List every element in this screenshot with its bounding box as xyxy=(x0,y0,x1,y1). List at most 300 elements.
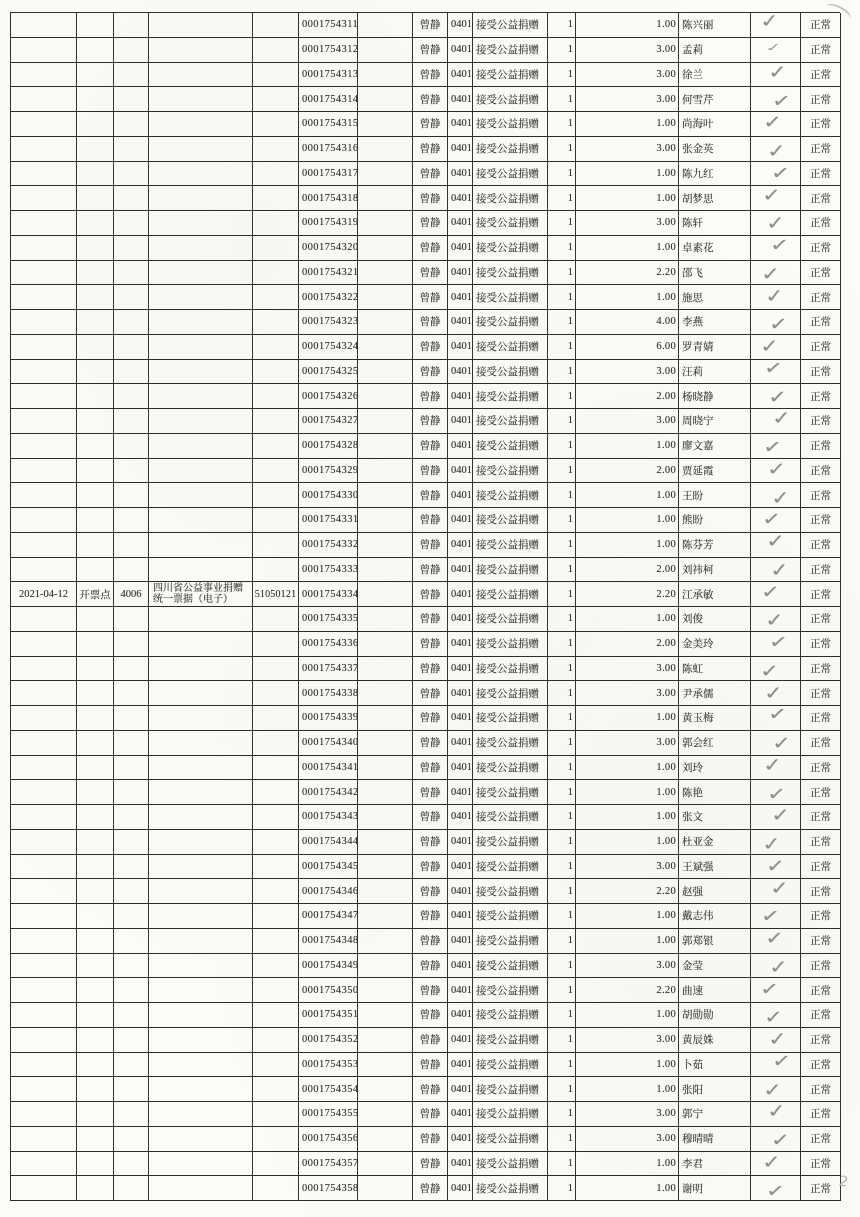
item-name-cell: 接受公益捐赠 xyxy=(473,360,548,385)
check-icon: ✓ xyxy=(769,234,790,257)
blank-cell xyxy=(358,978,413,1003)
check-icon: ✓ xyxy=(769,877,790,899)
date-cell xyxy=(11,879,77,904)
status-cell: 正常 xyxy=(801,384,841,409)
date-cell xyxy=(11,211,77,236)
item-name-cell: 接受公益捐赠 xyxy=(473,211,548,236)
issue-point-cell xyxy=(77,607,114,632)
amount-cell: 3.00 xyxy=(576,63,679,88)
serial-number-cell: 0001754338 xyxy=(299,681,358,706)
batch-code-cell xyxy=(253,1053,299,1078)
point-code-cell xyxy=(114,805,149,830)
payer-name-cell: 黄辰姝 xyxy=(679,1028,751,1053)
status-cell: 正常 xyxy=(801,632,841,657)
date-cell xyxy=(11,335,77,360)
item-code-cell: 0401 xyxy=(448,285,473,310)
item-name-cell: 接受公益捐赠 xyxy=(473,38,548,63)
item-name-cell: 接受公益捐赠 xyxy=(473,805,548,830)
checkmark-cell xyxy=(751,137,801,162)
amount-cell: 1.00 xyxy=(576,830,679,855)
operator-cell: 曾静 xyxy=(413,1152,448,1177)
point-code-cell xyxy=(114,706,149,731)
serial-number-cell: 0001754333 xyxy=(299,558,358,583)
amount-cell: 1.00 xyxy=(576,1077,679,1102)
ticket-name-cell xyxy=(149,508,253,533)
status-cell: 正常 xyxy=(801,830,841,855)
date-cell xyxy=(11,632,77,657)
issue-point-cell xyxy=(77,384,114,409)
blank-cell xyxy=(358,483,413,508)
amount-cell: 2.20 xyxy=(576,879,679,904)
item-code-cell: 0401 xyxy=(448,756,473,781)
payer-name-cell: 卜茹 xyxy=(679,1053,751,1078)
batch-code-cell xyxy=(253,63,299,88)
batch-code-cell xyxy=(253,632,299,657)
batch-code-cell xyxy=(253,335,299,360)
amount-cell: 3.00 xyxy=(576,731,679,756)
ticket-name-cell xyxy=(149,360,253,385)
date-cell xyxy=(11,112,77,137)
quantity-cell: 1 xyxy=(548,483,576,508)
point-code-cell xyxy=(114,632,149,657)
issue-point-cell xyxy=(77,1127,114,1152)
issue-point-cell xyxy=(77,954,114,979)
item-code-cell: 0401 xyxy=(448,657,473,682)
issue-point-cell xyxy=(77,1152,114,1177)
status-cell: 正常 xyxy=(801,335,841,360)
quantity-cell: 1 xyxy=(548,434,576,459)
check-icon: ✓ xyxy=(770,805,791,827)
item-name-cell: 接受公益捐赠 xyxy=(473,632,548,657)
issue-point-cell xyxy=(77,533,114,558)
amount-cell: 6.00 xyxy=(576,335,679,360)
date-cell xyxy=(11,706,77,731)
quantity-cell: 1 xyxy=(548,335,576,360)
amount-cell: 1.00 xyxy=(576,186,679,211)
issue-point-cell xyxy=(77,508,114,533)
serial-number-cell: 0001754325 xyxy=(299,360,358,385)
date-cell xyxy=(11,434,77,459)
issue-point-cell xyxy=(77,137,114,162)
amount-cell: 1.00 xyxy=(576,780,679,805)
date-cell xyxy=(11,558,77,583)
serial-number-cell: 0001754328 xyxy=(299,434,358,459)
ticket-name-cell xyxy=(149,1127,253,1152)
payer-name-cell: 邵飞 xyxy=(679,261,751,286)
point-code-cell xyxy=(114,681,149,706)
item-code-cell: 0401 xyxy=(448,978,473,1003)
ticket-name-cell xyxy=(149,1176,253,1201)
checkmark-cell xyxy=(751,805,801,830)
operator-cell: 曾静 xyxy=(413,508,448,533)
date-cell xyxy=(11,137,77,162)
batch-code-cell xyxy=(253,310,299,335)
check-icon: ✓ xyxy=(766,783,787,806)
item-code-cell: 0401 xyxy=(448,13,473,38)
item-code-cell: 0401 xyxy=(448,1176,473,1201)
batch-code-cell xyxy=(253,805,299,830)
payer-name-cell: 汪莉 xyxy=(679,360,751,385)
status-cell: 正常 xyxy=(801,1102,841,1127)
operator-cell: 曾静 xyxy=(413,533,448,558)
point-code-cell xyxy=(114,13,149,38)
operator-cell: 曾静 xyxy=(413,805,448,830)
point-code-cell xyxy=(114,1102,149,1127)
serial-number-cell: 0001754344 xyxy=(299,830,358,855)
date-cell xyxy=(11,409,77,434)
payer-name-cell: 周晓宁 xyxy=(679,409,751,434)
check-icon: ✓ xyxy=(770,162,791,185)
item-code-cell: 0401 xyxy=(448,1127,473,1152)
status-cell: 正常 xyxy=(801,434,841,459)
amount-cell: 1.00 xyxy=(576,434,679,459)
status-cell: 正常 xyxy=(801,1053,841,1078)
issue-point-cell xyxy=(77,186,114,211)
item-code-cell: 0401 xyxy=(448,1053,473,1078)
amount-cell: 1.00 xyxy=(576,1176,679,1201)
check-icon: ✓ xyxy=(759,10,780,34)
payer-name-cell: 陈轩 xyxy=(679,211,751,236)
operator-cell: 曾静 xyxy=(413,929,448,954)
batch-code-cell xyxy=(253,384,299,409)
operator-cell: 曾静 xyxy=(413,87,448,112)
check-icon: ✓ xyxy=(771,89,792,113)
issue-point-cell xyxy=(77,681,114,706)
serial-number-cell: 0001754331 xyxy=(299,508,358,533)
item-code-cell: 0401 xyxy=(448,162,473,187)
check-icon: ✓ xyxy=(767,703,788,727)
checkmark-cell xyxy=(751,236,801,261)
item-name-cell: 接受公益捐赠 xyxy=(473,657,548,682)
date-cell xyxy=(11,681,77,706)
operator-cell: 曾静 xyxy=(413,1003,448,1028)
check-icon: ✓ xyxy=(762,184,781,206)
item-code-cell: 0401 xyxy=(448,954,473,979)
point-code-cell xyxy=(114,38,149,63)
blank-cell xyxy=(358,1176,413,1201)
receipt-register-table xyxy=(10,12,840,1201)
payer-name-cell: 何雪芹 xyxy=(679,87,751,112)
item-code-cell: 0401 xyxy=(448,434,473,459)
check-icon: ✓ xyxy=(762,754,783,777)
point-code-cell: 4006 xyxy=(114,582,149,607)
amount-cell: 2.20 xyxy=(576,261,679,286)
item-name-cell: 接受公益捐赠 xyxy=(473,533,548,558)
check-icon: ✓ xyxy=(764,927,785,950)
item-name-cell: 接受公益捐赠 xyxy=(473,1152,548,1177)
item-code-cell: 0401 xyxy=(448,409,473,434)
check-icon: ✓ xyxy=(767,61,788,84)
point-code-cell xyxy=(114,508,149,533)
blank-cell xyxy=(358,1028,413,1053)
batch-code-cell xyxy=(253,607,299,632)
issue-point-cell xyxy=(77,112,114,137)
check-icon: ✓ xyxy=(768,631,789,654)
batch-code-cell xyxy=(253,954,299,979)
issue-point-cell xyxy=(77,929,114,954)
payer-name-cell: 刘祎柯 xyxy=(679,558,751,583)
status-cell: 正常 xyxy=(801,87,841,112)
date-cell xyxy=(11,63,77,88)
batch-code-cell xyxy=(253,261,299,286)
date-cell xyxy=(11,780,77,805)
checkmark-cell xyxy=(751,1152,801,1177)
serial-number-cell: 0001754315 xyxy=(299,112,358,137)
item-code-cell: 0401 xyxy=(448,112,473,137)
checkmark-cell xyxy=(751,38,801,63)
ticket-name-cell xyxy=(149,483,253,508)
issue-point-cell xyxy=(77,409,114,434)
payer-name-cell: 陈芬芳 xyxy=(679,533,751,558)
date-cell xyxy=(11,13,77,38)
payer-name-cell: 郭会红 xyxy=(679,731,751,756)
serial-number-cell: 0001754358 xyxy=(299,1176,358,1201)
item-name-cell: 接受公益捐赠 xyxy=(473,409,548,434)
ticket-name-cell xyxy=(149,904,253,929)
serial-number-cell: 0001754349 xyxy=(299,954,358,979)
point-code-cell xyxy=(114,112,149,137)
ticket-name-cell xyxy=(149,805,253,830)
payer-name-cell: 杨晓静 xyxy=(679,384,751,409)
date-cell xyxy=(11,929,77,954)
ticket-name-cell: 四川省公益事业捐赠统一票据（电子） xyxy=(149,582,253,607)
item-name-cell: 接受公益捐赠 xyxy=(473,607,548,632)
serial-number-cell: 0001754318 xyxy=(299,186,358,211)
item-code-cell: 0401 xyxy=(448,483,473,508)
operator-cell: 曾静 xyxy=(413,1102,448,1127)
ticket-name-cell xyxy=(149,13,253,38)
issue-point-cell xyxy=(77,1176,114,1201)
check-icon: ✓ xyxy=(771,1050,792,1073)
point-code-cell xyxy=(114,954,149,979)
operator-cell: 曾静 xyxy=(413,137,448,162)
status-cell: 正常 xyxy=(801,1077,841,1102)
amount-cell: 2.00 xyxy=(576,632,679,657)
operator-cell: 曾静 xyxy=(413,1127,448,1152)
operator-cell: 曾静 xyxy=(413,186,448,211)
quantity-cell: 1 xyxy=(548,582,576,607)
issue-point-cell xyxy=(77,483,114,508)
batch-code-cell xyxy=(253,533,299,558)
quantity-cell: 1 xyxy=(548,310,576,335)
check-icon: ✓ xyxy=(766,140,787,163)
ticket-name-cell xyxy=(149,459,253,484)
blank-cell xyxy=(358,1127,413,1152)
payer-name-cell: 陈虹 xyxy=(679,657,751,682)
serial-number-cell: 0001754326 xyxy=(299,384,358,409)
amount-cell: 3.00 xyxy=(576,1028,679,1053)
blank-cell xyxy=(358,904,413,929)
point-code-cell xyxy=(114,1003,149,1028)
item-name-cell: 接受公益捐赠 xyxy=(473,459,548,484)
payer-name-cell: 张阳 xyxy=(679,1077,751,1102)
status-cell: 正常 xyxy=(801,13,841,38)
status-cell: 正常 xyxy=(801,855,841,880)
issue-point-cell xyxy=(77,162,114,187)
checkmark-cell xyxy=(751,384,801,409)
ticket-name-cell xyxy=(149,830,253,855)
status-cell: 正常 xyxy=(801,756,841,781)
blank-cell xyxy=(358,112,413,137)
payer-name-cell: 张金英 xyxy=(679,137,751,162)
item-name-cell: 接受公益捐赠 xyxy=(473,87,548,112)
blank-cell xyxy=(358,780,413,805)
payer-name-cell: 郭郑银 xyxy=(679,929,751,954)
blank-cell xyxy=(358,805,413,830)
operator-cell: 曾静 xyxy=(413,681,448,706)
item-code-cell: 0401 xyxy=(448,335,473,360)
ticket-name-cell xyxy=(149,632,253,657)
batch-code-cell: 51050121 xyxy=(253,582,299,607)
amount-cell: 1.00 xyxy=(576,112,679,137)
item-name-cell: 接受公益捐赠 xyxy=(473,1077,548,1102)
blank-cell xyxy=(358,434,413,459)
status-cell: 正常 xyxy=(801,310,841,335)
checkmark-cell xyxy=(751,632,801,657)
issue-point-cell xyxy=(77,1102,114,1127)
issue-point-cell xyxy=(77,830,114,855)
operator-cell: 曾静 xyxy=(413,855,448,880)
quantity-cell: 1 xyxy=(548,261,576,286)
checkmark-cell xyxy=(751,508,801,533)
serial-number-cell: 0001754321 xyxy=(299,261,358,286)
point-code-cell xyxy=(114,904,149,929)
quantity-cell: 1 xyxy=(548,13,576,38)
blank-cell xyxy=(358,87,413,112)
check-icon: ✓ xyxy=(762,112,783,134)
status-cell: 正常 xyxy=(801,805,841,830)
amount-cell: 3.00 xyxy=(576,855,679,880)
item-code-cell: 0401 xyxy=(448,63,473,88)
batch-code-cell xyxy=(253,459,299,484)
amount-cell: 1.00 xyxy=(576,285,679,310)
ticket-name-cell xyxy=(149,657,253,682)
pencil-bottom-mark: 2 xyxy=(837,1173,850,1191)
checkmark-cell xyxy=(751,10,801,38)
batch-code-cell xyxy=(253,409,299,434)
quantity-cell: 1 xyxy=(548,1003,576,1028)
amount-cell: 3.00 xyxy=(576,87,679,112)
batch-code-cell xyxy=(253,558,299,583)
amount-cell: 2.20 xyxy=(576,978,679,1003)
date-cell xyxy=(11,1127,77,1152)
operator-cell: 曾静 xyxy=(413,657,448,682)
item-name-cell: 接受公益捐赠 xyxy=(473,285,548,310)
operator-cell: 曾静 xyxy=(413,954,448,979)
item-code-cell: 0401 xyxy=(448,261,473,286)
issue-point-cell xyxy=(77,87,114,112)
point-code-cell xyxy=(114,1028,149,1053)
ticket-name-cell xyxy=(149,384,253,409)
checkmark-cell xyxy=(751,310,801,335)
item-name-cell: 接受公益捐赠 xyxy=(473,434,548,459)
quantity-cell: 1 xyxy=(548,1077,576,1102)
payer-name-cell: 金美玲 xyxy=(679,632,751,657)
operator-cell: 曾静 xyxy=(413,978,448,1003)
quantity-cell: 1 xyxy=(548,236,576,261)
checkmark-cell xyxy=(751,1077,801,1102)
ticket-name-cell xyxy=(149,1102,253,1127)
quantity-cell: 1 xyxy=(548,830,576,855)
ticket-name-cell xyxy=(149,1028,253,1053)
checkmark-cell xyxy=(751,483,801,508)
check-icon: ✓ xyxy=(762,1079,783,1101)
issue-point-cell xyxy=(77,558,114,583)
date-cell xyxy=(11,261,77,286)
payer-name-cell: 王斌强 xyxy=(679,855,751,880)
blank-cell xyxy=(358,607,413,632)
status-cell: 正常 xyxy=(801,137,841,162)
item-name-cell: 接受公益捐赠 xyxy=(473,112,548,137)
serial-number-cell: 0001754342 xyxy=(299,780,358,805)
item-name-cell: 接受公益捐赠 xyxy=(473,855,548,880)
status-cell: 正常 xyxy=(801,162,841,187)
serial-number-cell: 0001754324 xyxy=(299,335,358,360)
blank-cell xyxy=(358,508,413,533)
serial-number-cell: 0001754327 xyxy=(299,409,358,434)
ticket-name-cell xyxy=(149,335,253,360)
batch-code-cell xyxy=(253,780,299,805)
batch-code-cell xyxy=(253,508,299,533)
quantity-cell: 1 xyxy=(548,681,576,706)
status-cell: 正常 xyxy=(801,607,841,632)
item-name-cell: 接受公益捐赠 xyxy=(473,162,548,187)
item-name-cell: 接受公益捐赠 xyxy=(473,310,548,335)
check-icon: ✓ xyxy=(770,1129,791,1152)
amount-cell: 3.00 xyxy=(576,1102,679,1127)
item-code-cell: 0401 xyxy=(448,236,473,261)
blank-cell xyxy=(358,459,413,484)
ticket-name-cell xyxy=(149,409,253,434)
item-code-cell: 0401 xyxy=(448,87,473,112)
issue-point-cell xyxy=(77,657,114,682)
date-cell xyxy=(11,1176,77,1201)
payer-name-cell: 杜亚金 xyxy=(679,830,751,855)
amount-cell: 1.00 xyxy=(576,162,679,187)
status-cell: 正常 xyxy=(801,508,841,533)
status-cell: 正常 xyxy=(801,879,841,904)
ticket-name-cell xyxy=(149,978,253,1003)
serial-number-cell: 0001754336 xyxy=(299,632,358,657)
checkmark-cell xyxy=(751,63,801,88)
status-cell: 正常 xyxy=(801,1028,841,1053)
payer-name-cell: 李燕 xyxy=(679,310,751,335)
point-code-cell xyxy=(114,978,149,1003)
status-cell: 正常 xyxy=(801,236,841,261)
check-icon: ✓ xyxy=(761,508,782,531)
check-icon: ✓ xyxy=(764,610,785,632)
amount-cell: 3.00 xyxy=(576,360,679,385)
ticket-name-cell xyxy=(149,112,253,137)
blank-cell xyxy=(358,558,413,583)
amount-cell: 1.00 xyxy=(576,508,679,533)
item-name-cell: 接受公益捐赠 xyxy=(473,1053,548,1078)
date-cell xyxy=(11,508,77,533)
amount-cell: 3.00 xyxy=(576,38,679,63)
check-icon: ✓ xyxy=(767,1028,788,1051)
quantity-cell: 1 xyxy=(548,558,576,583)
quantity-cell: 1 xyxy=(548,137,576,162)
status-cell: 正常 xyxy=(801,978,841,1003)
blank-cell xyxy=(358,409,413,434)
ticket-name-cell xyxy=(149,929,253,954)
point-code-cell xyxy=(114,607,149,632)
point-code-cell xyxy=(114,63,149,88)
quantity-cell: 1 xyxy=(548,706,576,731)
ticket-name-cell xyxy=(149,236,253,261)
payer-name-cell: 李君 xyxy=(679,1152,751,1177)
checkmark-cell xyxy=(751,681,801,706)
